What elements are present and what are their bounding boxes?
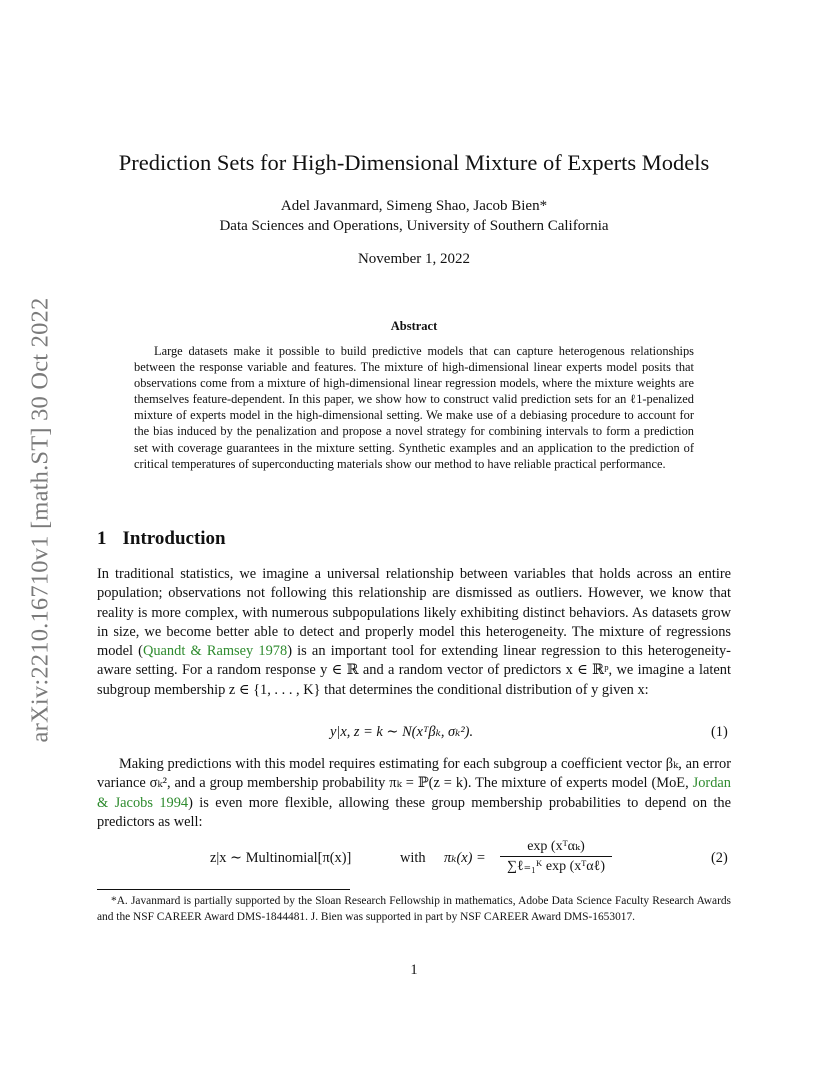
abstract-text: Large datasets make it possible to build predictive models that can capture heterogenous relationships between the response variable and features. The mixture of high-dimensional linear experts model posits that observations come from a mixture of high-dimensional linear regression models, where the mixture weights are themselves feature-dependent. In this paper, we show how to construct valid prediction sets for an ℓ1-penalized mixture of experts model in the high-dimensional setting. We make use of a debiasing procedure to account for the bias induced by the penalization and propose a novel strategy for combining intervals to form a prediction set with coverage guarantees in the mixture setting. Synthetic examples and an application to the prediction of critical temperatures of superconducting materials show our method to have reliable practical performance. [134, 344, 694, 471]
author-list: Adel Javanmard, Simeng Shao, Jacob Bien* [280, 198, 548, 214]
equation-1: y|x, z = k ∼ N(xᵀβₖ, σₖ²). [330, 724, 474, 740]
arxiv-sidebar [22, 270, 58, 770]
equation-2 [210, 838, 630, 878]
footnote-rule [97, 889, 350, 890]
paragraph-text: ) is an important tool for extending linear regression to this heterogeneity-aware setting. For a random response y ∈ ℝ and a random vector of predictors x ∈ ℝᵖ, we imagine a latent subgroup membership z ∈ {1, . . . , K} that determines the conditional distribution of y given x: [97, 643, 731, 698]
citation-link[interactable]: Quandt & Ramsey 1978 [142, 643, 288, 660]
equation-2-lhs: z|x ∼ Multinomial[π(x)] [210, 850, 352, 866]
equation-2-number: (2) [711, 850, 728, 866]
paragraph-text: ) is even more flexible, allowing these group membership probabilities to depend on the predictors as well: [97, 794, 731, 830]
paragraph-text: Making predictions with this model requires estimating for each subgroup a coefficient vector βₖ, an error variance σₖ², and a group membership probability πₖ = ℙ(z = k). The mixture of experts model (MoE, [97, 756, 731, 792]
paper-date: November 1, 2022 [357, 251, 471, 267]
arxiv-identifier: arXiv:2210.16710v1 [math.ST] 30 Oct 2022 [26, 297, 53, 743]
section-heading [97, 528, 226, 550]
footnote: *A. Javanmard is partially supported by the Sloan Research Fellowship in mathematics, Adobe Data Science Faculty Research Awards and the NSF CAREER Award DMS-1844481. J. Bien was supported in part by NSF CAREER Award DMS-1653017. [97, 895, 731, 923]
equation-2-with: with [400, 850, 426, 866]
section-number: 1 [97, 528, 107, 549]
fraction-denominator: ∑ℓ₌₁ᴷ exp (xᵀαℓ) [506, 859, 606, 874]
citation-link[interactable]: Jordan & Jacobs 1994 [97, 775, 731, 811]
equation-2-fraction [500, 838, 612, 875]
intro-paragraph [97, 565, 731, 700]
equation-1-number: (1) [711, 724, 728, 740]
section-title: Introduction [122, 528, 226, 549]
paragraph-text: In traditional statistics, we imagine a universal relationship between variables that holds across an entire population; observations not following this relationship are dismissed as outliers. However, we know that reality is more complex, with numerous subpopulations likely exhibiting distinct behaviors. As datasets grow in size, we become better able to detect and properly model this heterogeneity. The mixture of regressions model ( [97, 566, 731, 660]
affiliation: Data Sciences and Operations, University of Southern California [219, 218, 609, 234]
fraction-numerator: exp (xᵀαₖ) [500, 838, 612, 857]
model-paragraph [97, 755, 731, 832]
page-number: 1 [410, 962, 418, 978]
paper-title: Prediction Sets for High-Dimensional Mixture of Experts Models [118, 150, 710, 175]
equation-2-pi: πₖ(x) = [444, 850, 486, 866]
abstract-heading: Abstract [390, 319, 438, 333]
